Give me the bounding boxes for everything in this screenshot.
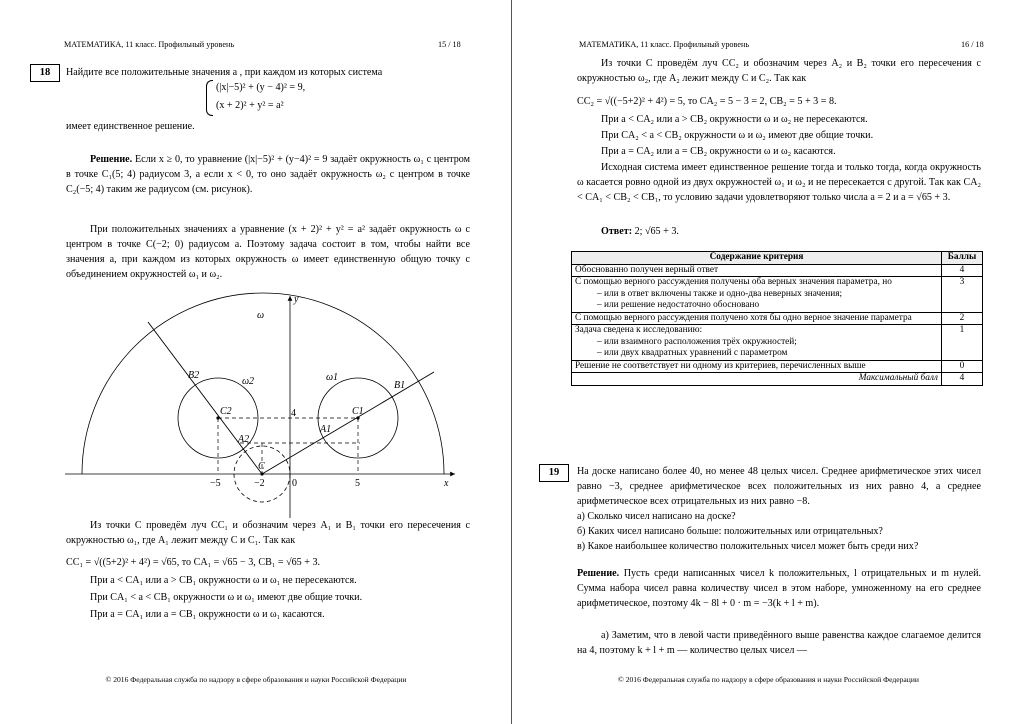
question-c: в) Какое наибольшее количество положительных чисел может быть среди них? bbox=[577, 541, 919, 552]
criterion-subitem: – или двух квадратных уравнений с параметром bbox=[597, 348, 788, 358]
criterion-text: С помощью верного рассуждения получены оба верных значения параметра, но bbox=[575, 277, 892, 287]
table-row-max bbox=[572, 373, 983, 386]
criterion-text: Задача сведена к исследованию: bbox=[575, 325, 703, 335]
table-header-criteria: Содержание критерия bbox=[572, 252, 942, 265]
right-paragraph-1: Из точки C проведём луч CC₂ и обозначим через A₂ и B₂ точки его пересечения с окружностью ω₂, где A₂ лежит между C и C₂. Так как bbox=[577, 58, 981, 84]
right-paragraph-5: Исходная система имеет единственное решение тогда и только тогда, когда окружность ω касается ровно одной из двух окружностей ω₁ и ω₂ и не пересекается с другой. Так как CA₂ < CA₁ < CB₂ < CB₁, то условию задачи удовлетворяют только числа a = 2 и a = √65 + 3. bbox=[577, 162, 981, 203]
ray-CC1 bbox=[262, 372, 434, 474]
label-omega2: ω2 bbox=[242, 376, 255, 387]
question-b: б) Каких чисел написано больше: положительных или отрицательных? bbox=[577, 526, 883, 537]
solution-19-text: Пусть среди написанных чисел k положительных, l отрицательных и m нулей. Сумма набора чисел равна количеству чисел в этом наборе, умноженному на его среднее арифметическое, поэтому 4k − 8l + 0 · m = −3(k + l + m). bbox=[577, 568, 981, 609]
table-row bbox=[572, 312, 983, 325]
task-number: 19 bbox=[539, 464, 569, 482]
criterion-subitem: – или решение недостаточно обосновано bbox=[597, 300, 760, 310]
right-paragraph-2: При a < CA₂ или a > CB₂ окружности ω и ω₂ не пересекаются. bbox=[601, 114, 868, 125]
tick-4: 4 bbox=[291, 408, 296, 419]
solution-label: Решение. bbox=[577, 568, 620, 579]
label-B2: B2 bbox=[188, 370, 200, 381]
tick-5: 5 bbox=[355, 478, 360, 489]
footer: © 2016 Федеральная служба по надзору в сфере образования и науки Российской Федерации bbox=[618, 675, 919, 684]
system-equation-2: (x + 2)² + y² = a² bbox=[216, 100, 284, 111]
page-number: 15 / 18 bbox=[438, 40, 461, 49]
paragraph-4: При a < CA₁ или a > CB₁ окружности ω и ω₁ не пересекаются. bbox=[90, 575, 357, 586]
solution-paragraph-2: При положительных значениях a уравнение (x + 2)² + y² = a² задаёт окружность ω с центром в точке C(−2; 0) радиусом a. Поэтому задача состоит в том, чтобы найти все значения a, при каждом из которых окружность ω имеет единственную общую точку с объединением окружностей ω₁ и ω₂. bbox=[66, 224, 470, 280]
answer-value: 2; √65 + 3. bbox=[634, 226, 679, 237]
task-tail: имеет единственное решение. bbox=[66, 121, 195, 132]
criterion-points: 1 bbox=[942, 325, 983, 361]
label-C2: C2 bbox=[220, 406, 232, 417]
paragraph-6: При a = CA₁ или a = CB₁ окружности ω и ω₁ касаются. bbox=[90, 609, 325, 620]
task-number: 18 bbox=[30, 64, 60, 82]
criterion-points: 3 bbox=[942, 277, 983, 313]
criterion-text: С помощью верного рассуждения получено хотя бы одно верное значение параметра bbox=[572, 312, 942, 325]
answer-line bbox=[601, 224, 679, 239]
header-title: МАТЕМАТИКА, 11 класс. Профильный уровень bbox=[64, 40, 235, 49]
formula-cc1: CC₁ = √((5+2)² + 4²) = √65, то CA₁ = √65 − 3, CB₁ = √65 + 3. bbox=[66, 557, 321, 568]
label-C1: C1 bbox=[352, 406, 364, 417]
label-A2: A2 bbox=[238, 434, 250, 445]
page-divider bbox=[511, 0, 512, 724]
criterion-text: Обоснованно получен верный ответ bbox=[572, 264, 942, 277]
solution-text-1: Если x ≥ 0, то уравнение (|x|−5)² + (y−4)² = 9 задаёт окружность ω₁ с центром в точке C₁(5; 4) радиусом 3, а если x < 0, то оно задаёт окружность ω₂ с центром в точке C₂(−5; 4) таким же радиусом (см. рисунок). bbox=[66, 154, 471, 195]
header-title: МАТЕМАТИКА, 11 класс. Профильный уровень bbox=[579, 40, 750, 49]
right-paragraph-3: При CA₂ < a < CB₂ окружности ω и ω₂ имеют две общие точки. bbox=[601, 130, 874, 141]
task-text: Найдите все положительные значения a , при каждом из которых система bbox=[66, 67, 383, 78]
right-paragraph-4: При a = CA₂ или a = CB₂ окружности ω и ω₂ касаются. bbox=[601, 146, 836, 157]
label-B1: B1 bbox=[394, 380, 406, 391]
circles-figure bbox=[60, 288, 480, 520]
footer: © 2016 Федеральная служба по надзору в сфере образования и науки Российской Федерации bbox=[105, 675, 407, 684]
tick-minus5: −5 bbox=[210, 478, 221, 489]
ray-CC2 bbox=[148, 322, 262, 474]
criterion-points: 4 bbox=[942, 264, 983, 277]
criterion-points: 2 bbox=[942, 312, 983, 325]
paragraph-3: Из точки C проведём луч CC₁ и обозначим через A₁ и B₁ точки его пересечения с окружностью ω₁, где A₁ лежит между C и C₁. Так как bbox=[66, 520, 470, 546]
criterion-points: 0 bbox=[942, 360, 983, 373]
solution-19-paragraph bbox=[577, 566, 981, 611]
table-header-points: Баллы bbox=[942, 252, 983, 265]
page-number: 16 / 18 bbox=[961, 40, 984, 49]
tick-0: 0 bbox=[292, 478, 297, 489]
solution-label: Решение. bbox=[90, 154, 133, 165]
system-brace bbox=[206, 80, 213, 116]
criterion-subitem: – или в ответ включены также и одно-два неверных значения; bbox=[597, 288, 843, 299]
criterion-text: Решение не соответствует ни одному из критериев, перечисленных выше bbox=[572, 360, 942, 373]
label-C: C bbox=[258, 461, 265, 472]
table-row bbox=[572, 264, 983, 277]
system-equation-1: (|x|−5)² + (y − 4)² = 9, bbox=[216, 82, 306, 93]
label-x-axis: x bbox=[444, 478, 449, 489]
formula-cc2: CC₂ = √((−5+2)² + 4²) = 5, то CA₂ = 5 − 3 = 2, CB₂ = 5 + 3 = 8. bbox=[577, 96, 837, 107]
label-A1: A1 bbox=[320, 424, 332, 435]
table-row bbox=[572, 360, 983, 373]
label-y-axis: y bbox=[294, 294, 299, 305]
max-score-value: 4 bbox=[942, 373, 983, 386]
solution-19-part-a: а) Заметим, что в левой части приведённого выше равенства каждое слагаемое делится на 4, поэтому k + l + m — количество целых чисел — bbox=[577, 630, 981, 656]
criteria-table bbox=[571, 251, 983, 386]
label-omega: ω bbox=[257, 310, 265, 321]
label-omega1: ω1 bbox=[326, 372, 339, 383]
tick-minus2: −2 bbox=[254, 478, 265, 489]
task-19-text: На доске написано более 40, но менее 48 целых чисел. Среднее арифметическое этих чисел равно −3, среднее арифметическое всех положительных из них равно 4, а среднее арифметическое всех отрицательных из них равно −8. bbox=[577, 466, 981, 507]
paragraph-5: При CA₁ < a < CB₁ окружности ω и ω₁ имеют две общие точки. bbox=[90, 592, 363, 603]
table-row bbox=[572, 325, 983, 361]
answer-label: Ответ: bbox=[601, 226, 633, 237]
table-row bbox=[572, 277, 983, 313]
solution-paragraph-1 bbox=[66, 152, 470, 197]
criterion-subitem: – или взаимного расположения трёх окружностей; bbox=[597, 336, 797, 347]
right-page bbox=[513, 0, 1024, 724]
max-score-label: Максимальный балл bbox=[572, 373, 942, 386]
question-a: а) Сколько чисел написано на доске? bbox=[577, 511, 736, 522]
